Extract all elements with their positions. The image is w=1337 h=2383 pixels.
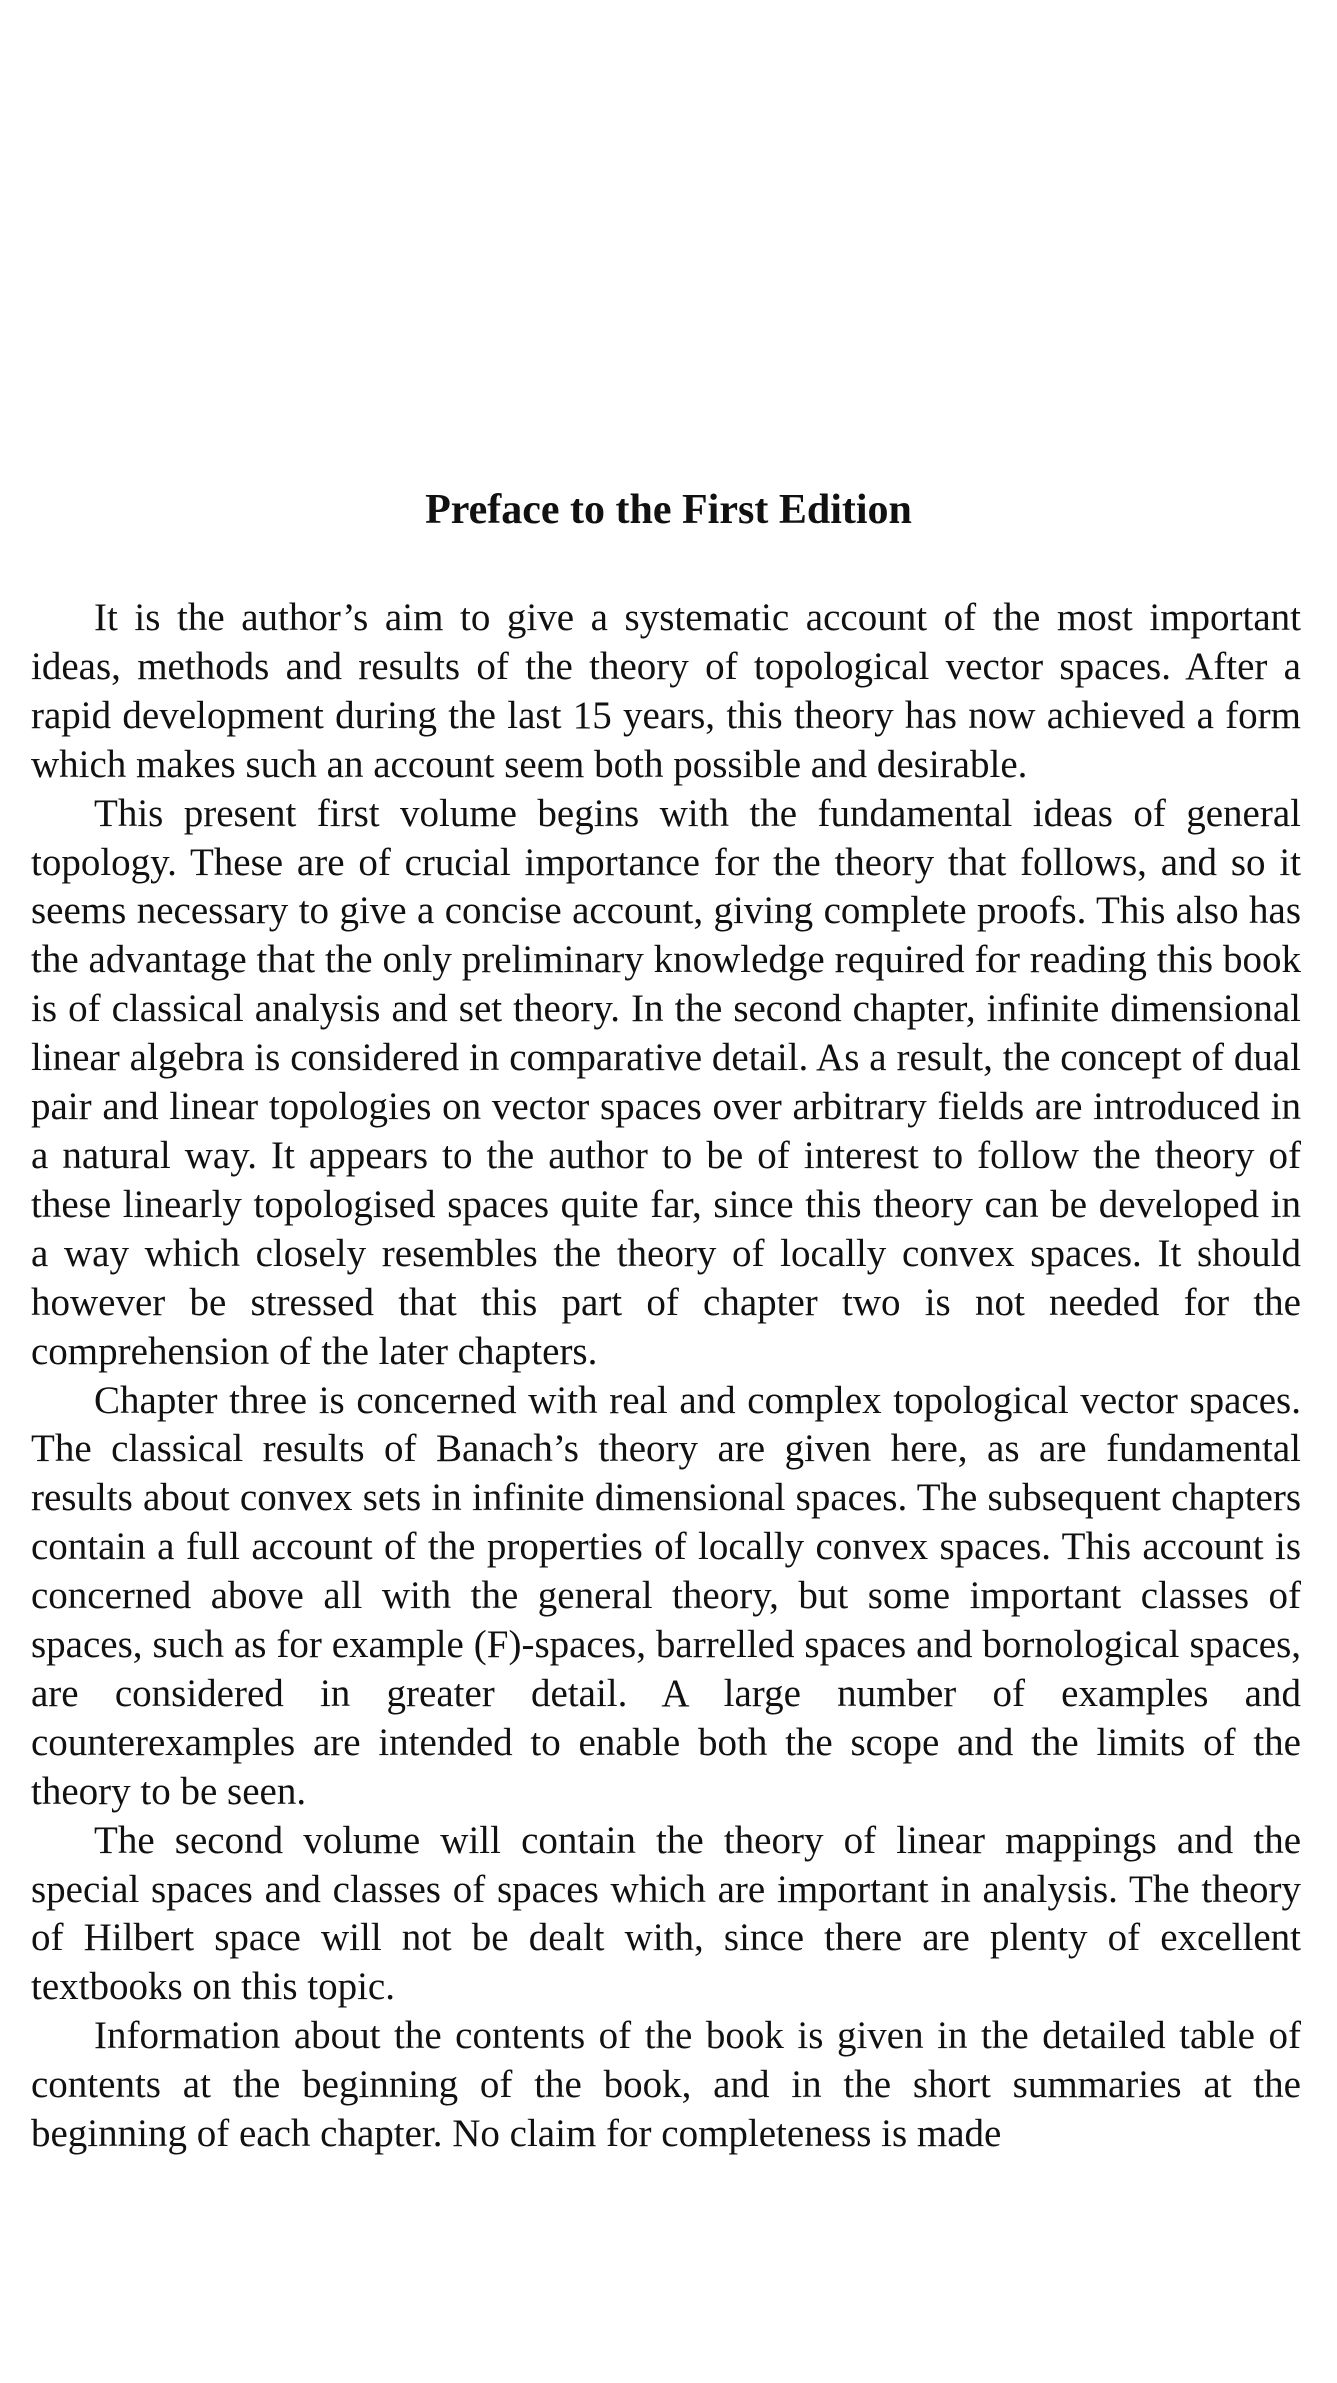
paragraph-4: The second volume will contain the theory of linear mappings and the special spaces and classes of spaces which are important in analysis. The theory of Hilbert space will not be dealt with, since there are plenty of excellent textbooks on this topic. xyxy=(31,1818,1301,2009)
paragraph-3: Chapter three is concerned with real and complex topological vector spaces. The classical results of Banach’s theory are given here, as are fundamental results about convex sets in infinite dimensional spaces. The subsequent chapters contain a full account of the properties of locally convex spaces. This account is concerned above all with the general theory, but some important classes of spaces, such as for example (F)-spaces, barrelled spaces and bornological spaces, are considered in greater detail. A large number of examples and counterexamples are intended to enable both the scope and the limits of the theory to be seen. xyxy=(31,1378,1301,1813)
paragraph-5: Information about the contents of the book is given in the detailed table of contents at the beginning of the book, and in the short summaries at the beginning of each chapter. No claim for completeness is made xyxy=(31,2014,1301,2156)
page-title: Preface to the First Edition xyxy=(425,487,912,533)
preface-body xyxy=(31,594,1301,2159)
paragraph-1: It is the author’s aim to give a systematic account of the most important ideas, methods and results of the theory of topological vector spaces. After a rapid development during the last 15 years, this theory has now achieved a form which makes such an account seem both possible and desirable. xyxy=(31,596,1301,786)
paragraph-2: This present first volume begins with the fundamental ideas of general topology. These are of crucial importance for the theory that follows, and so it seems necessary to give a concise account, giving complete proofs. This also has the advantage that the only preliminary knowledge required for reading this book is of classical analysis and set theory. In the second chapter, infinite dimensional linear algebra is considered in comparative detail. As a result, the concept of dual pair and linear topologies on vector spaces over arbitrary fields are introduced in a natural way. It appears to the author to be of interest to follow the theory of these linearly topologised spaces quite far, since this theory can be developed in a way which closely resembles the theory of locally convex spaces. It should however be stressed that this part of chapter two is not needed for the comprehension of the later chapters. xyxy=(31,791,1301,1373)
